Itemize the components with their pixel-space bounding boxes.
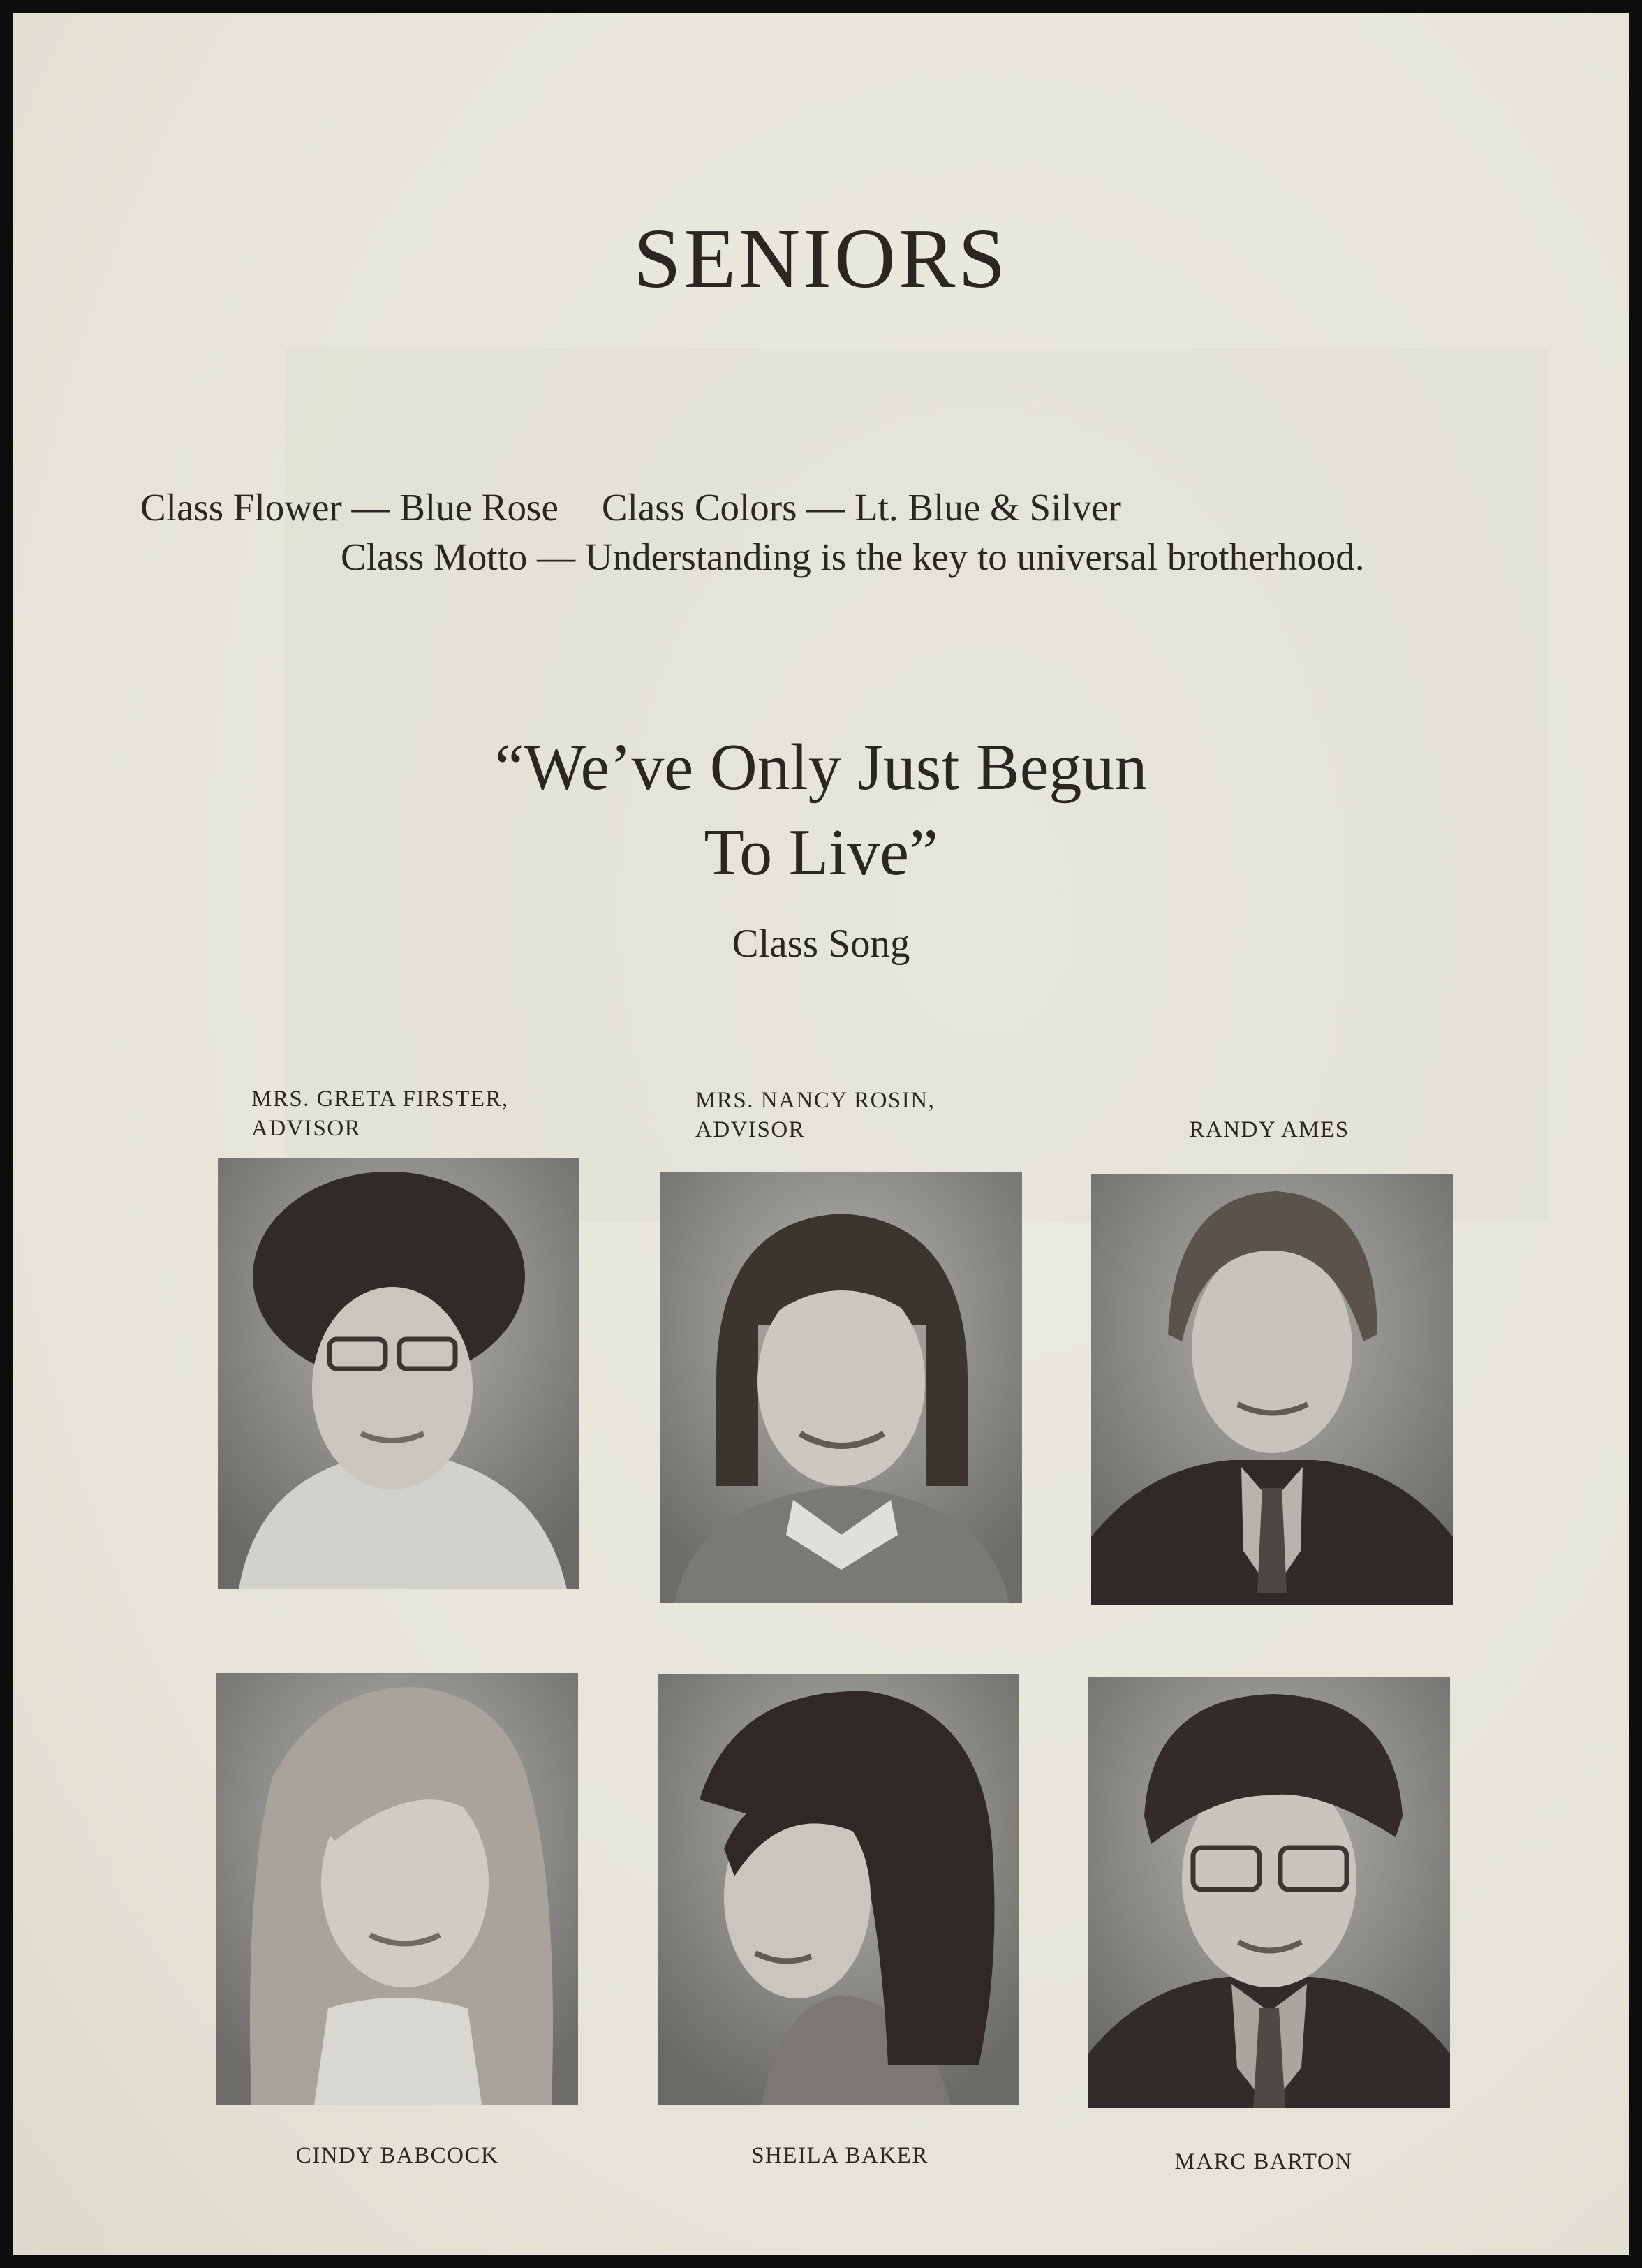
portrait-photo-icon — [1088, 1677, 1450, 2108]
portrait-photo-4 — [216, 1673, 578, 2105]
class-colors: Class Colors — Lt. Blue & Silver — [601, 486, 1121, 529]
portrait-photo-3 — [1091, 1174, 1453, 1605]
portrait-photo-2 — [660, 1172, 1022, 1603]
class-flower: Class Flower — Blue Rose — [140, 486, 559, 529]
song-title-line-1: “We’ve Only Just Begun — [494, 731, 1148, 804]
caption-role: ADVISOR — [251, 1116, 362, 1141]
caption-name: MRS. NANCY ROSIN, — [695, 1088, 935, 1113]
caption-role: ADVISOR — [695, 1117, 806, 1142]
portrait-photo-icon — [218, 1158, 579, 1589]
portrait-photo-icon — [658, 1674, 1019, 2105]
portrait-photo-icon — [660, 1172, 1022, 1603]
portrait-photo-6 — [1088, 1677, 1450, 2108]
yearbook-page — [13, 13, 1629, 2255]
song-title-line-2: To Live” — [704, 816, 938, 889]
portrait-photo-icon — [216, 1673, 578, 2105]
portrait-photo-5 — [658, 1674, 1019, 2105]
caption-name: MRS. GRETA FIRSTER, — [251, 1087, 509, 1112]
portrait-photo-icon — [1091, 1174, 1453, 1605]
class-song-title — [13, 725, 1629, 895]
portrait-caption-6: MARC BARTON — [1174, 2149, 1353, 2174]
class-song-caption: Class Song — [732, 922, 910, 966]
portrait-caption-4: CINDY BABCOCK — [295, 2143, 499, 2168]
portrait-caption-1 — [251, 1084, 509, 1143]
portrait-caption-5: SHEILA BAKER — [751, 2143, 929, 2168]
portrait-caption-3: RANDY AMES — [1189, 1117, 1349, 1142]
class-info-line-1 — [140, 486, 1121, 529]
portrait-photo-1 — [218, 1158, 579, 1589]
portrait-caption-2 — [695, 1086, 935, 1144]
page-title: SENIORS — [633, 212, 1009, 306]
class-motto: Class Motto — Understanding is the key to universal brotherhood. — [341, 536, 1365, 578]
